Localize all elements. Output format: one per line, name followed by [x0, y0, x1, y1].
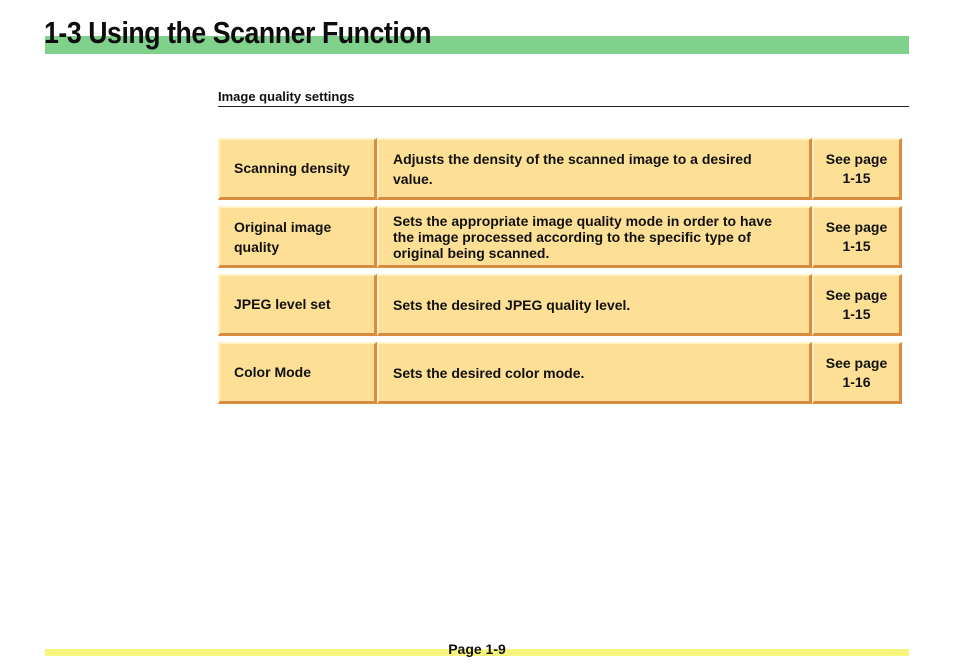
settings-table [218, 138, 902, 410]
setting-description: Adjusts the density of the scanned image to a desired value. [393, 150, 752, 187]
setting-name: JPEG level set [234, 296, 331, 312]
page-reference[interactable] [826, 354, 887, 392]
setting-name-cell [218, 274, 377, 336]
section-heading: Image quality settings [218, 88, 909, 107]
table-row [218, 274, 902, 336]
table-row [218, 342, 902, 404]
setting-name-cell [218, 342, 377, 404]
page-reference-cell[interactable] [812, 342, 902, 404]
setting-description-cell [377, 206, 812, 268]
page-reference-number: 1-16 [842, 373, 871, 390]
setting-name: Original image quality [234, 218, 332, 255]
page-reference[interactable] [826, 150, 887, 188]
page-reference-label: See page [825, 218, 888, 235]
page-reference-label: See page [825, 286, 888, 303]
table-row [218, 138, 902, 200]
page-reference-label: See page [825, 150, 888, 167]
page-title: 1-3 Using the Scanner Function [44, 15, 432, 50]
page-reference[interactable] [826, 286, 887, 324]
setting-name: Scanning density [234, 160, 350, 176]
setting-description: Sets the desired color mode. [393, 364, 585, 381]
setting-description: Sets the appropriate image quality mode in order to have the image processed according to the specific type of original being scanned. [393, 212, 772, 261]
page-reference-cell[interactable] [812, 138, 902, 200]
page-reference-cell[interactable] [812, 206, 902, 268]
setting-description-cell [377, 274, 812, 336]
table-row [218, 206, 902, 268]
page-reference[interactable] [826, 218, 887, 256]
page-reference-number: 1-15 [842, 237, 871, 254]
setting-name: Color Mode [234, 364, 311, 380]
setting-description: Sets the desired JPEG quality level. [393, 296, 631, 313]
page-reference-cell[interactable] [812, 274, 902, 336]
setting-description-cell [377, 342, 812, 404]
setting-name-cell [218, 206, 377, 268]
page-reference-number: 1-15 [842, 305, 871, 322]
setting-description-cell [377, 138, 812, 200]
page-number: Page 1-9 [448, 641, 506, 657]
setting-name-cell [218, 138, 377, 200]
page-reference-number: 1-15 [842, 169, 871, 186]
page-reference-label: See page [825, 354, 888, 371]
